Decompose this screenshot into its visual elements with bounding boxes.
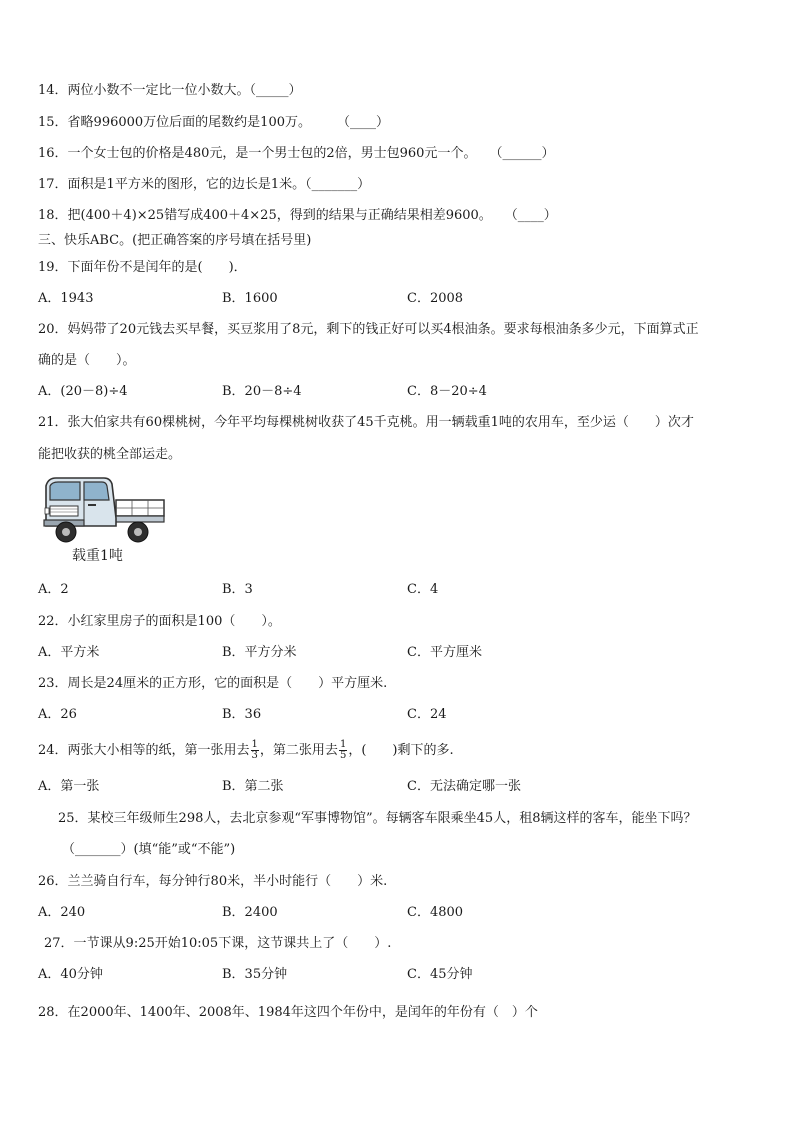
figure-caption: 载重1吨 xyxy=(72,548,123,564)
question-24 xyxy=(38,740,454,761)
q23-option-c: C．24 xyxy=(407,707,447,722)
fraction-one-fifth xyxy=(339,740,347,761)
question-15: 15．省略996000万位后面的尾数约是100万。 （____） xyxy=(38,115,389,130)
q22-option-a: A．平方米 xyxy=(38,645,100,660)
fraction-denominator: 5 xyxy=(339,750,347,761)
q19-option-a: A．1943 xyxy=(38,291,94,306)
q26-option-c: C．4800 xyxy=(407,905,464,920)
question-25-line2: （_______）(填“能”或“不能”) xyxy=(62,842,236,857)
question-25-line1: 25．某校三年级师生298人，去北京参观“军事博物馆”。每辆客车限乘坐45人，租8辆这样的客车，能坐下吗？ xyxy=(58,811,697,826)
fraction-denominator: 3 xyxy=(251,750,258,761)
q22-option-c: C．平方厘米 xyxy=(407,645,482,660)
question-27: 27．一节课从9:25开始10:05下课，这节课共上了（ ）. xyxy=(44,936,392,951)
q24-option-a: A．第一张 xyxy=(38,779,100,794)
q27-option-b: B．35分钟 xyxy=(222,967,288,982)
question-26: 26．兰兰骑自行车，每分钟行80米，半小时能行（ ）米. xyxy=(38,874,388,889)
q19-option-b: B．1600 xyxy=(222,291,278,306)
question-16: 16．一个女士包的价格是480元，是一个男士包的2倍，男士包960元一个。 （______） xyxy=(38,146,555,161)
q22-option-b: B．平方分米 xyxy=(222,645,297,660)
q24-text-1: 24．两张大小相等的纸，第一张用去 xyxy=(38,743,250,758)
q21-option-c: C．4 xyxy=(407,582,439,597)
q26-option-b: B．2400 xyxy=(222,905,278,920)
q20-option-c: C．8－20÷4 xyxy=(407,384,487,399)
question-17: 17．面积是1平方米的图形，它的边长是1米。（_______） xyxy=(38,177,371,192)
question-28: 28．在2000年、1400年、2008年、1984年这四个年份中，是闰年的年份有（ ）个 xyxy=(38,1005,538,1020)
section-heading: 三、快乐ABC。(把正确答案的序号填在括号里) xyxy=(38,233,312,248)
fraction-one-third xyxy=(251,740,259,761)
q21-option-b: B．3 xyxy=(222,582,253,597)
question-18: 18．把(400＋4)×25错写成400＋4×25，得到的结果与正确结果相差9600。 （____） xyxy=(38,208,557,223)
q24-text-2: ，第二张用去 xyxy=(259,743,338,758)
question-20-line2: 确的是（ ）。 xyxy=(38,353,136,368)
question-23: 23．周长是24厘米的正方形，它的面积是（ ）平方厘米. xyxy=(38,676,388,691)
q20-option-a: A．(20－8)÷4 xyxy=(38,384,128,399)
q21-option-a: A．2 xyxy=(38,582,69,597)
question-14: 14．两位小数不一定比一位小数大。（_____） xyxy=(38,83,302,98)
fraction-numerator: 1 xyxy=(251,739,258,750)
fraction-numerator: 1 xyxy=(339,739,347,750)
question-21-line1: 21．张大伯家共有60棵桃树，今年平均每棵桃树收获了45千克桃。用一辆载重1吨的农用车，至少运（ ）次才 xyxy=(38,415,694,430)
q27-option-c: C．45分钟 xyxy=(407,967,473,982)
q26-option-a: A．240 xyxy=(38,905,86,920)
question-19: 19．下面年份不是闰年的是( )． xyxy=(38,260,247,275)
q24-option-c: C．无法确定哪一张 xyxy=(407,779,521,794)
question-22: 22．小红家里房子的面积是100（ ）。 xyxy=(38,614,281,629)
question-20-line1: 20．妈妈带了20元钱去买早餐，买豆浆用了8元，剩下的钱正好可以买4根油条。要求每根油条多少元，下面算式正 xyxy=(38,322,699,337)
question-21-line2: 能把收获的桃全部运走。 xyxy=(38,447,182,462)
q20-option-b: B．20－8÷4 xyxy=(222,384,302,399)
q27-option-a: A．40分钟 xyxy=(38,967,103,982)
q23-option-b: B．36 xyxy=(222,707,262,722)
q24-option-b: B．第二张 xyxy=(222,779,284,794)
q19-option-c: C．2008 xyxy=(407,291,464,306)
q23-option-a: A．26 xyxy=(38,707,77,722)
truck-icon xyxy=(40,474,166,546)
q24-text-3: ，( )剩下的多. xyxy=(348,743,454,758)
